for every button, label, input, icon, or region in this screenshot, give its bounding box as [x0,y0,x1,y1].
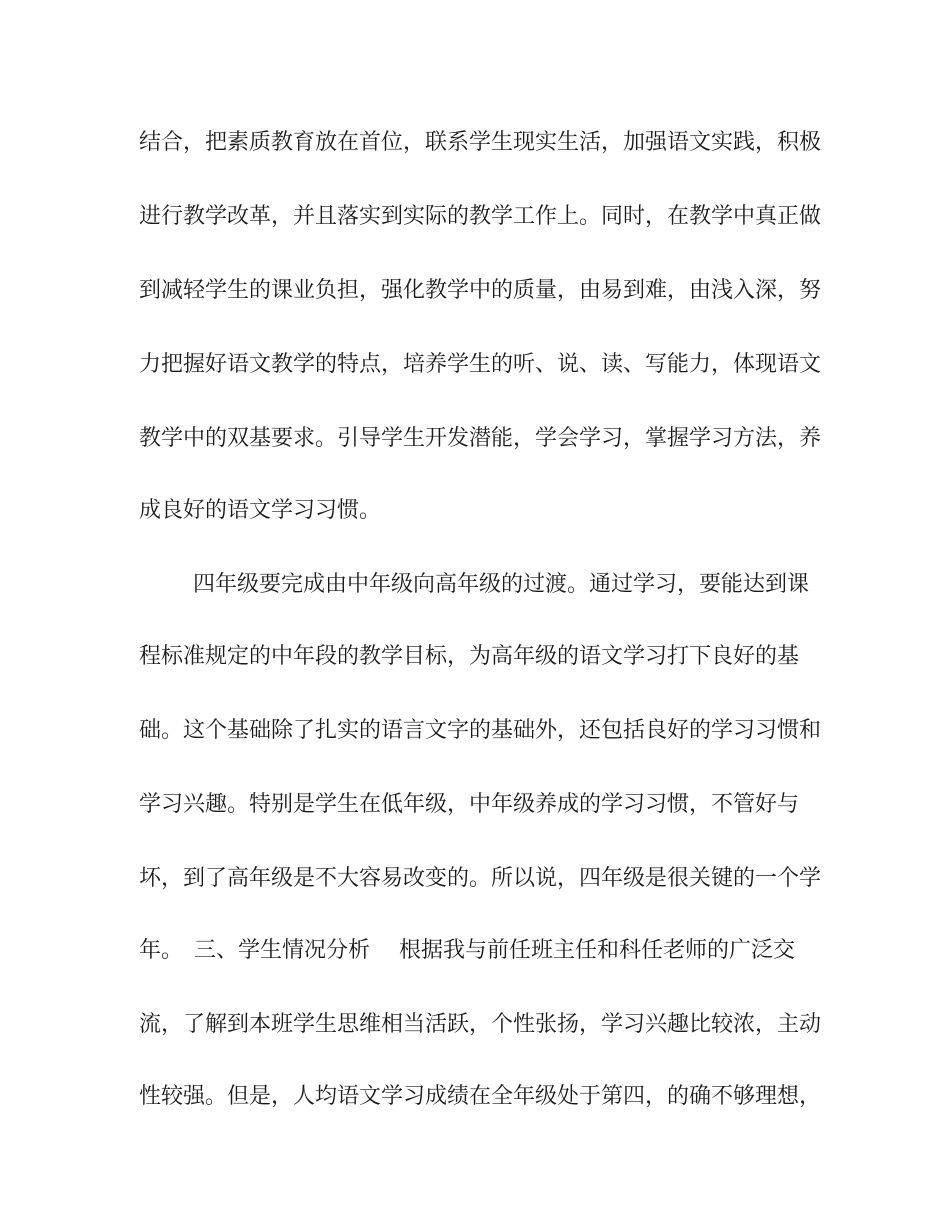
text-line: 力把握好语文教学的特点，培养学生的听、说、读、写能力，体现语文 [139,352,822,377]
text-line: 结合，把素质教育放在首位，联系学生现实生活，加强语文实践，积极 [139,130,822,155]
text-line: 教学中的双基要求。引导学生开发潜能，学会学习，掌握学习方法，养 [139,426,822,451]
text-line: 成良好的语文学习习惯。 [139,498,382,523]
text-line: 到减轻学生的课业负担，强化教学中的质量，由易到难，由浅入深，努 [139,278,822,303]
text-line: 性较强。但是，人均语文学习成绩在全年级处于第四，的确不够理想， [139,1084,822,1109]
text-line: 程标准规定的中年段的教学目标，为高年级的语文学习打下良好的基 [139,644,800,669]
text-line: 流，了解到本班学生思维相当活跃，个性张扬，学习兴趣比较浓，主动 [139,1012,822,1037]
text-line: 学习兴趣。特别是学生在低年级，中年级养成的学习习惯，不管好与 [139,792,800,817]
text-line: 四年级要完成由中年级向高年级的过渡。通过学习，要能达到课 [193,572,810,597]
text-line: 坏，到了高年级是不大容易改变的。所以说，四年级是很关键的一个学 [139,866,822,891]
text-line: 础。这个基础除了扎实的语言文字的基础外，还包括良好的学习习惯和 [139,718,822,743]
text-line: 进行教学改革，并且落实到实际的教学工作上。同时，在教学中真正做 [139,204,822,229]
text-line: 年。 三、学生情况分析 根据我与前任班主任和科任老师的广泛交 [139,938,795,963]
